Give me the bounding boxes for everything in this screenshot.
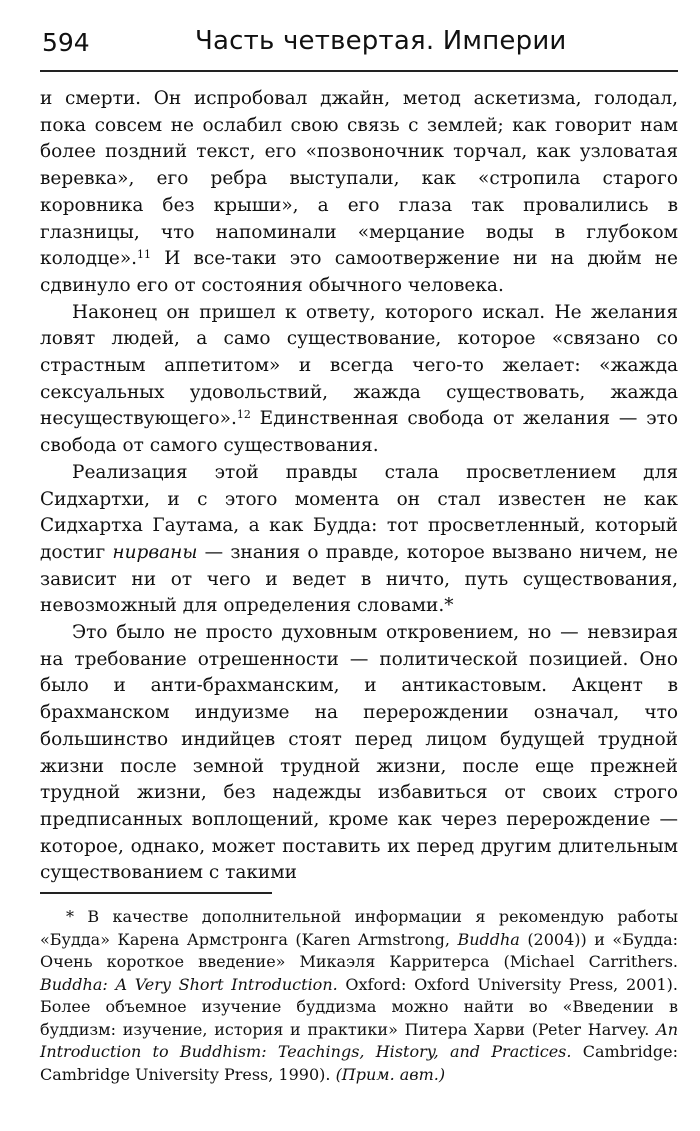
note-ref-12: 12 <box>236 408 251 422</box>
page-number: 594 <box>42 28 90 57</box>
term-nirvana: нирваны <box>112 541 198 563</box>
note-ref-11: 11 <box>137 248 152 262</box>
paragraph-1: и смерти. Он испробовал джайн, метод аскетизма, голодал, пока совсем не ослабил свою связь с землей; как говорит нам более поздний текст, его «позвоночник торчал, как узловатая веревка», его ребра выступали, как «стропила старого коровника без крыши», а его глаза так провалились в глазницы, что напоминали «мерцание воды в глубоком колодце».$^{11}$ И все-таки это самоотвержение ни на дюйм не сдвинуло его от состояния обычного человека. <box>40 88 678 296</box>
paragraph-3: Реализация этой правды стала просветлением для Сидхартхи, и с этого момента он стал известен не как Сидхартха Гаутама, а как Будда: тот просветленный, который достиг нирваны — знания о правде, которое вызвано ничем, не зависит ни от чего и ведет в ничто, путь существования, невозможный для определения словами.* <box>40 461 679 617</box>
paragraph-2: Наконец он пришел к ответу, которого искал. Не желания ловят людей, а само существование, которое «связано со страстным аппетитом» и всегда чего-то желает: «жажда сексуальных удовольствий, жажда существовать, жажда несуществующего».$^{12}$ Единственная свобода от желания — это свобода от самого существования. <box>40 301 678 457</box>
page-header <box>40 18 678 60</box>
footnote-divider <box>40 892 272 894</box>
paragraph-4: Это было не просто духовным откровением, но — невзирая на требование отрешенности — политической позицией. Оно было и анти-брахманским, и антикастовым. Акцент в брахманском индуизме на перерождении означал, что большинство индийцев стоят перед лицом будущей трудной жизни после земной трудной жизни, после еще прежней трудной жизни, без надежды избавиться от своих строго предписанных воплощений, кроме как через перерождение — которое, однако, может поставить их перед другим длительным существованием с такими <box>40 622 678 884</box>
main-text <box>40 86 678 887</box>
running-title: Часть четвертая. Империи <box>195 26 567 56</box>
footnote: * В качестве дополнительной информации я рекомендую работы «Будда» Карена Армстронга (Karen Armstrong, Buddha (2004)) и «Будда: Очень короткое введение» Микаэля Карритерса (Michael Carrithers. Buddha: A Very Short Introduction. Oxford: Oxford University Press, 2001). Более объемное изучение буддизма можно найти во «Введении в буддизм: изучение, история и практики» Питера Харви (Peter Harvey. An Introduction to Buddhism: Teachings, History, and Practices. Cambridge: Cambridge University Press, 1990). (Прим. авт.) <box>40 907 679 1084</box>
header-divider <box>40 70 678 72</box>
